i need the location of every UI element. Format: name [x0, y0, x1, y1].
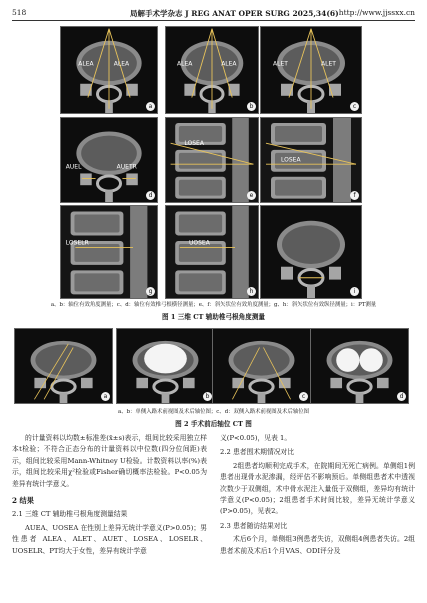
followup-paragraph: 术后6个月，单侧组3例患者失访，双侧组4例患者失访。2组患者术前及术后1个月VAS、ODI评分及: [220, 535, 415, 555]
figure-1-panel-i: [260, 205, 362, 299]
figure-2-panel-a: [14, 328, 113, 404]
figure-2-panel-d: [310, 328, 409, 404]
continuation-paragraph: 义(P<0.05)，见表 1。: [220, 434, 292, 442]
page-number: 518: [12, 8, 27, 17]
panel-letter: d: [146, 191, 155, 200]
figure-1-caption: 图 1 三维 CT 辅助椎弓根角度测量: [161, 313, 266, 321]
subsection-2-1-heading: 2.1 三维 CT 辅助椎弓根角度测量结果: [12, 510, 128, 519]
measurement-label: ALEA: [113, 60, 130, 68]
figure-1-note: a、b：轴位有效角度测量；c、d：轴位有效椎弓根横径测量；e、f：斜矢状位有效角度测量；g、h：斜矢状位有效纵径测量；i：PT测量: [50, 302, 377, 308]
bone-cement: [144, 344, 187, 374]
perioperative-paragraph: 2组患者均顺利完成手术，在院期间无死亡病例。单侧组1例患者出现骨水泥渗漏，经评估不影响预后。单侧组患者术中透视次数少于双侧组，术中骨水泥注入量低于双侧组，差异均有统计学意义(P<0.05)；2组患者手术时间比较，差异无统计学意义(P>0.05)，见表2。: [220, 461, 415, 516]
measurement-label: LOSEA: [184, 139, 204, 147]
results-paragraph: AUEA、UOSEA 在性别上差异无统计学意义(P>0.05)；男性患者 ALEA、ALET、AUET、LOSEA、LOSELR、UOSELR、PT均大于女性，差异有统计学意: [12, 523, 207, 555]
figure-1-panel-a: [60, 26, 158, 114]
figure-1-panel-g: [60, 205, 158, 299]
panel-letter: e: [247, 191, 256, 200]
subsection-2-2-heading: 2.2 患者围术期情况对比: [220, 448, 295, 457]
panel-letter: g: [146, 287, 155, 296]
figure-1-panel-d: [60, 117, 158, 203]
vertebra-sagittal-image: [175, 206, 249, 298]
figure-2-caption: 图 2 手术前后轴位 CT 图: [175, 420, 252, 428]
panel-letter: d: [397, 392, 406, 401]
figure-1-panel-e: [165, 117, 259, 203]
panel-letter: b: [203, 392, 212, 401]
figure-2-note: a、b：单侧入路术前视图及术后轴位图；c、d：双侧入路术前视图及术后轴位图: [117, 409, 310, 415]
figure-1-panel-h: [165, 205, 259, 299]
measurement-label: AUETR: [116, 163, 137, 171]
subsection-2-3-heading: 2.3 患者随访结果对比: [220, 521, 288, 530]
figure-1-panel-f: [260, 117, 362, 203]
vertebra-sagittal-image: [71, 206, 148, 298]
panel-letter: a: [146, 102, 155, 111]
left-column: [12, 433, 207, 557]
stats-paragraph: 的计量资料以均数±标准差(x̄±s)表示，组间比较采用独立样本t检验；不符合正态分布的计量资料以中位数(四分位间距)表示，组间比较采用Mann-Whitney U检验。计数资料以率(%)表示，组间比较采用χ²检验或Fisher确切概率法检验。P<0.05为差异有统计学意义。: [12, 434, 207, 488]
measurement-label: LOSEA: [281, 156, 301, 164]
right-column: [220, 433, 415, 557]
measurement-label: ALEA: [177, 60, 193, 68]
figure-1-panel-b: [165, 26, 259, 114]
journal-url: http://www.jjssxx.cn: [338, 8, 415, 17]
panel-letter: i: [350, 287, 359, 296]
figure-2-panel-b: [116, 328, 215, 404]
measurement-label: UOSEA: [189, 239, 210, 247]
running-header: [12, 6, 415, 20]
measurement-label: ALET: [273, 60, 288, 68]
measurement-label: ALEA: [221, 60, 237, 68]
journal-title: 局解手术学杂志 J REG ANAT OPER SURG 2025,34(6): [130, 9, 339, 18]
panel-letter: c: [299, 392, 308, 401]
header-rule: [12, 20, 415, 21]
panel-letter: b: [247, 102, 256, 111]
panel-letter: f: [350, 191, 359, 200]
measurement-label: ALET: [321, 60, 336, 68]
panel-letter: h: [247, 287, 256, 296]
measurement-label: AUEL: [65, 163, 82, 171]
panel-letter: a: [101, 392, 110, 401]
section-results-heading: 2 结果: [12, 496, 34, 506]
measurement-label: LOSELR: [65, 239, 89, 247]
panel-letter: c: [350, 102, 359, 111]
figure-2-panel-c: [212, 328, 311, 404]
measurement-label: ALEA: [78, 60, 94, 68]
figure-1-panel-c: [260, 26, 362, 114]
